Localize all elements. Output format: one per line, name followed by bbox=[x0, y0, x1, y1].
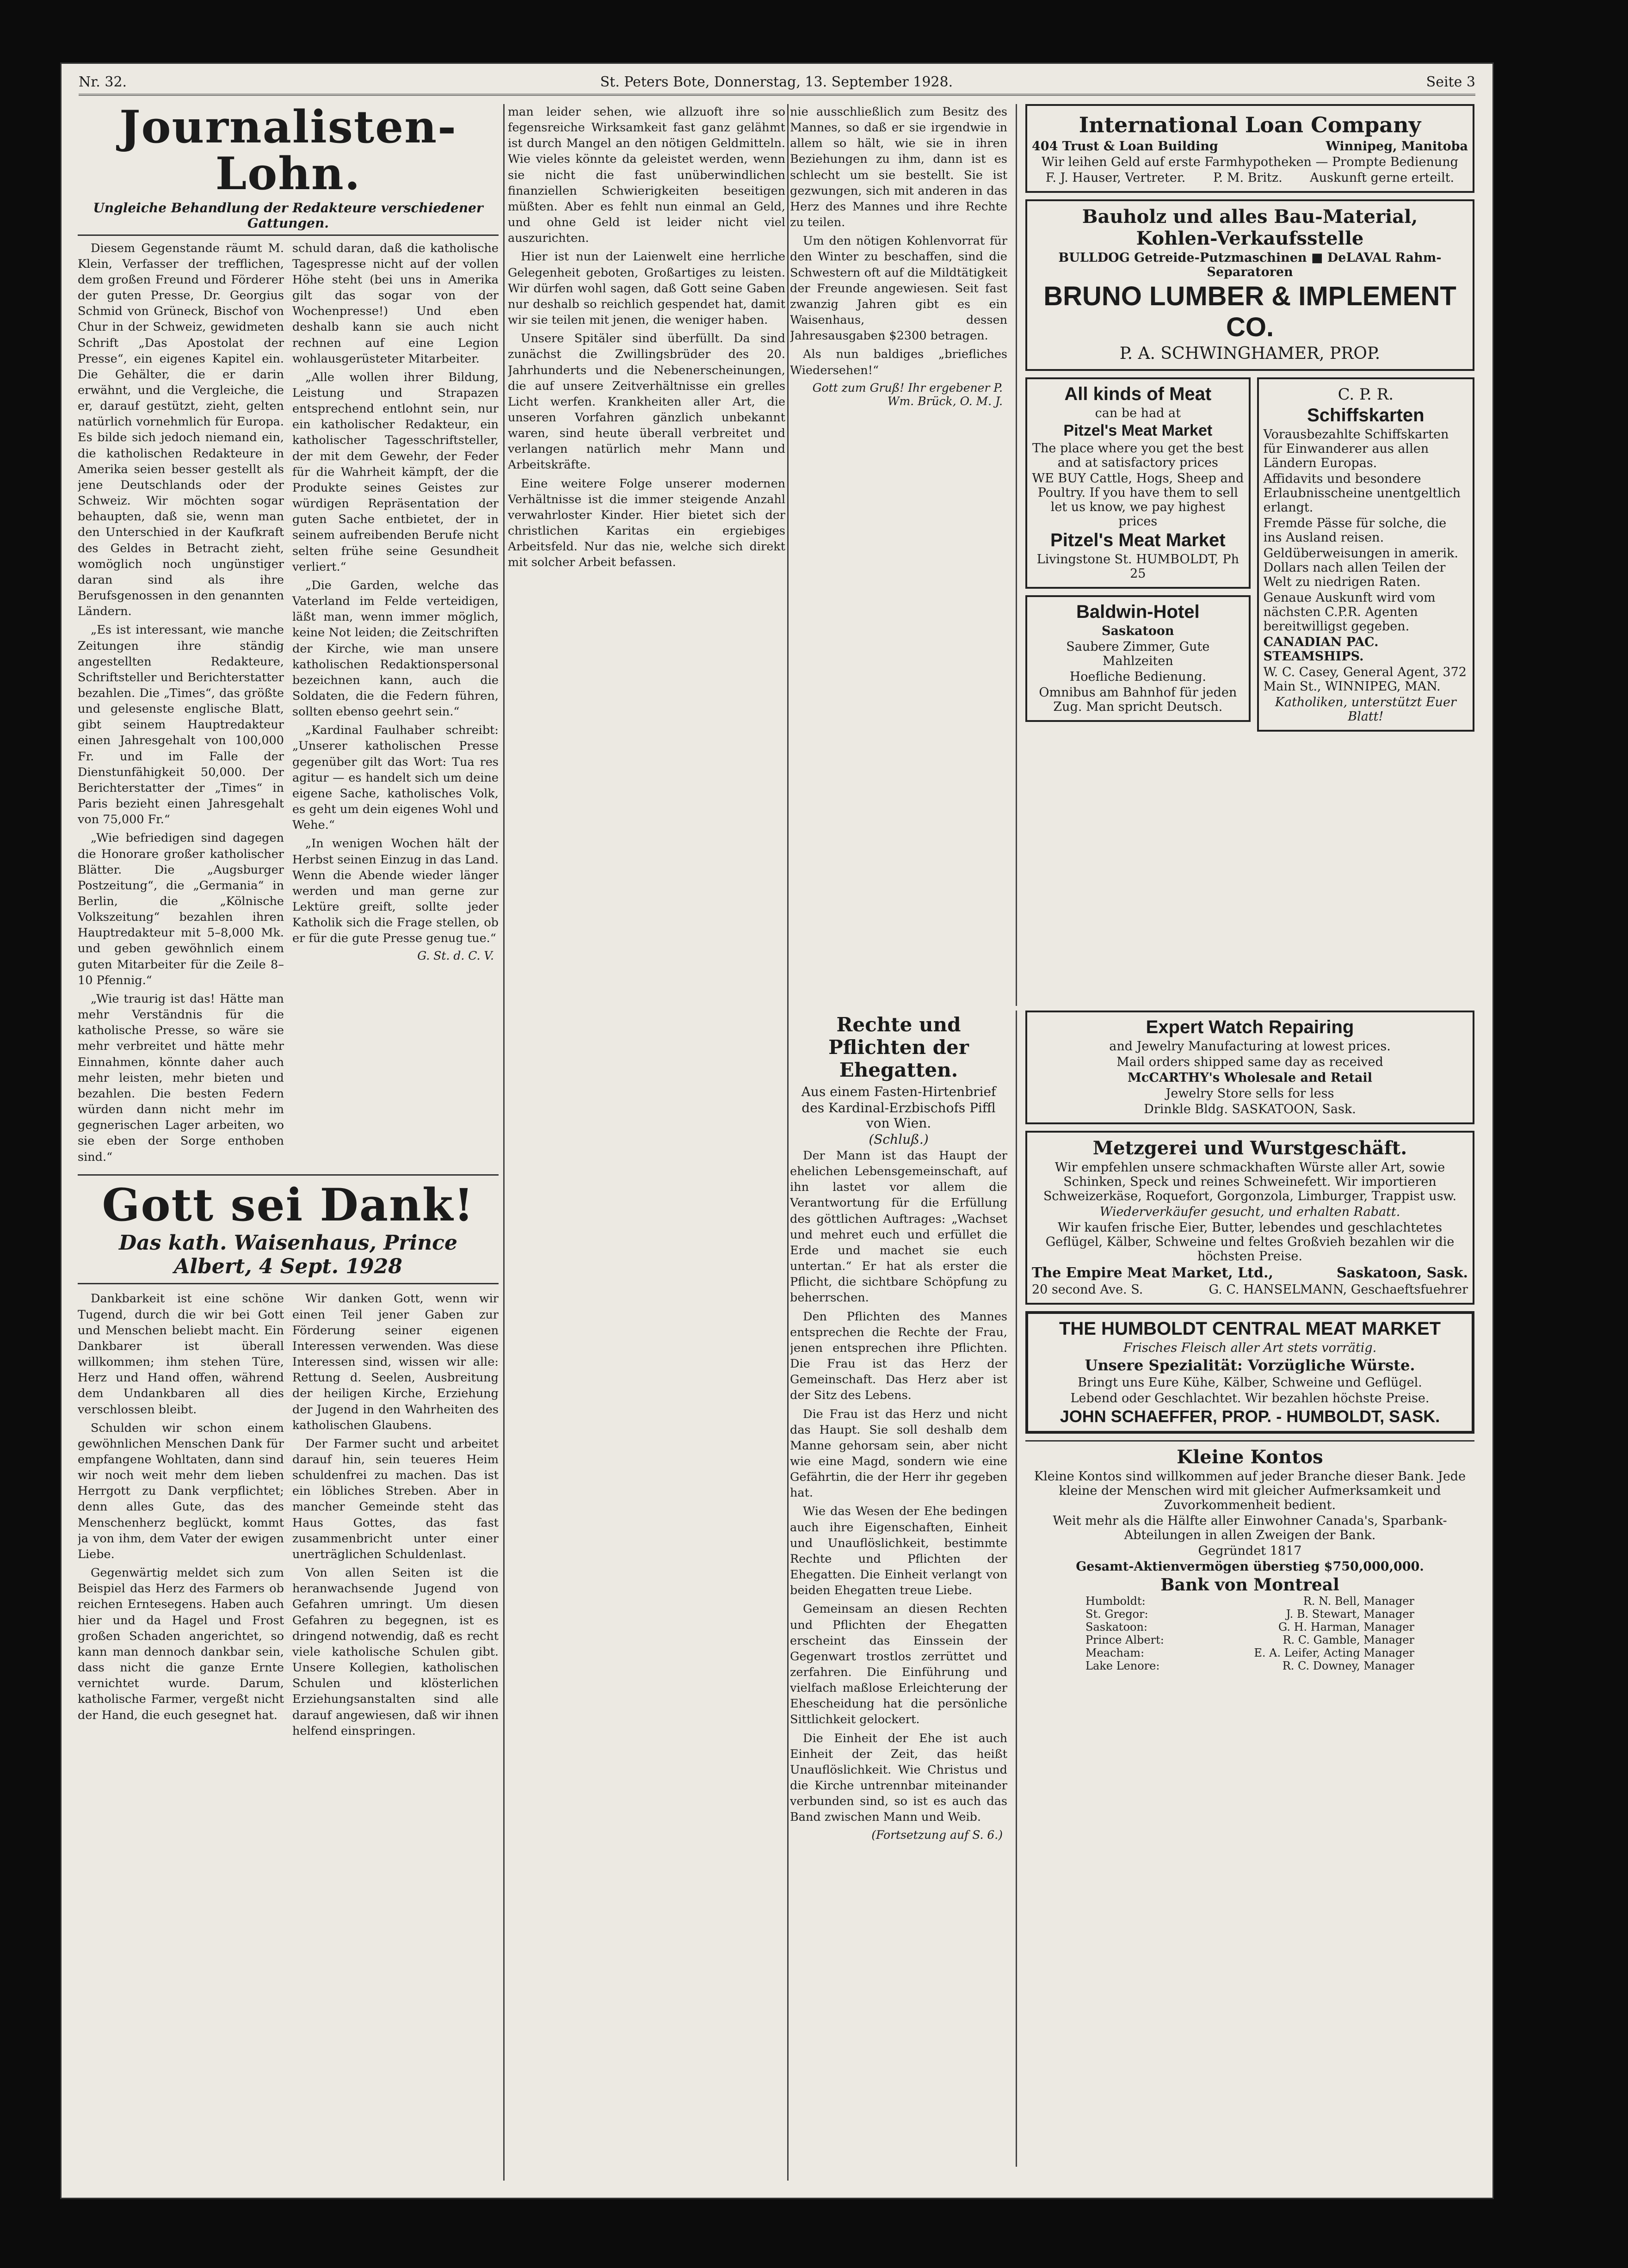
article-subtitle-journalisten: Ungleiche Behandlung der Redakteure verschiedener Gattungen. bbox=[78, 200, 499, 236]
ad-line: CANADIAN PAC. STEAMSHIPS. bbox=[1263, 635, 1379, 664]
article-title-gott: Gott sei Dank! bbox=[102, 1178, 475, 1231]
paragraph: „Wie befriedigen sind dagegen die Honorare großer katholischer Blätter. Die „Augsburger Postzeitung“, die „Germania“ in Berlin, die „Kölnische Volkszeitung“ bezahlen ihren Hauptredakteur mit 5–8,000 Mk. und geben gewöhnlich einem guten Mitarbeiter für die Zeile 8–10 Pfennig.“ bbox=[78, 831, 284, 987]
page-header bbox=[79, 73, 1475, 96]
paragraph: Gemeinsam an diesen Rechten und Pflichten der Ehegatten erscheint das Einssein der Gegenwart trostlos zerrüttet und zerfahren. Die Einführung und vielfach maßlose Erleichterung der Ehescheidung hat die persönliche Sittlichkeit gelockert. bbox=[790, 1602, 1007, 1727]
paragraph: Von allen Seiten ist die heranwachsende Jugend von Gefahren umringt. Um diesen Gefahren zu begegnen, ist es dringend notwendig, daß es recht viele katholische Schulen gibt. Unsere Kollegien, katholischen Schulen und klösterlichen Erziehungsanstalten sind alle darauf angewiesen, daß wir ihnen helfend einspringen. bbox=[292, 1566, 499, 1738]
ad-line: McCARTHY's Wholesale and Retail bbox=[1128, 1071, 1372, 1085]
paragraph: Als nun baldiges „briefliches Wiedersehen!“ bbox=[790, 347, 1007, 377]
ad-line: Affidavits und besondere Erlaubnisscheine unentgeltlich erlangt. bbox=[1263, 472, 1461, 515]
article-cont: (Schluß.) bbox=[869, 1132, 929, 1147]
bank-branch bbox=[1030, 1646, 1470, 1659]
ad-baldwin-hotel bbox=[1025, 595, 1251, 722]
branch-town: Humboldt: bbox=[1085, 1595, 1146, 1608]
ad-line: Bringt uns Eure Kühe, Kälber, Schweine und Geflügel. bbox=[1078, 1375, 1422, 1390]
paragraph: Wie das Wesen der Ehe bedingen auch ihre Eigenschaften, Einheit und Unauflöslichkeit, bestimmte Rechte und Pflichten der Ehegatten. Die Einheit verlangt von beiden Ehegatten treue Liebe. bbox=[790, 1504, 1007, 1598]
ad-capital: Gesamt-Aktienvermögen überstieg $750,000,000. bbox=[1076, 1559, 1424, 1574]
ad-bank-montreal bbox=[1025, 1440, 1474, 1677]
ad-city: Saskatoon, Sask. bbox=[1336, 1265, 1468, 1281]
branch-manager: G. H. Harman, Manager bbox=[1278, 1621, 1414, 1633]
branch-town: Lake Lenore: bbox=[1085, 1659, 1160, 1672]
bank-branch bbox=[1030, 1633, 1470, 1646]
ad-info: Auskunft gerne erteilt. bbox=[1310, 171, 1455, 185]
ad-international-loan bbox=[1025, 104, 1474, 193]
ad-line: Drinkle Bldg. SASKATOON, Sask. bbox=[1144, 1102, 1356, 1116]
ad-line: Wir kaufen frische Eier, Butter, lebendes und geschlachtetes Geflügel, Kälber, Schweine und feltes Großvieh bezahlen wir die höchsten Preise. bbox=[1045, 1220, 1455, 1263]
bank-branch bbox=[1030, 1659, 1470, 1672]
ad-empire-meat bbox=[1025, 1131, 1474, 1305]
branch-town: Saskatoon: bbox=[1085, 1621, 1148, 1633]
branch-manager: E. A. Leifer, Acting Manager bbox=[1254, 1646, 1414, 1659]
paragraph: Die Frau ist das Herz und nicht das Haupt. Sie soll deshalb dem Manne gehorsam sein, aber nicht wie eine Magd, sondern wie eine Gefährtin, die der Herr ihr gegeben hat. bbox=[790, 1407, 1007, 1500]
ad-name: The Empire Meat Market, Ltd., bbox=[1032, 1265, 1273, 1281]
paragraph: „In wenigen Wochen hält der Herbst seinen Einzug in das Land. Wenn die Abende wieder länger werden und man gerne zur Lektüre greift, sollte jeder Katholik sich die Frage stellen, ob er für die gute Presse genug tue.“ bbox=[292, 837, 499, 946]
ad-line: Lebend oder Geschlachtet. Wir bezahlen höchste Preise. bbox=[1070, 1391, 1430, 1405]
ad-pitzel-meat bbox=[1025, 377, 1251, 589]
ad-foot: Katholiken, unterstützt Euer Blatt! bbox=[1275, 695, 1456, 724]
paragraph: „Es ist interessant, wie manche Zeitungen ihre ständig angestellten Redakteure, Schriftsteller und Berichterstatter bezahlen. Die „Times“, das größte und gelesenste englische Blatt, gibt seinem Hauptredakteur einen Jahresgehalt von 100,000 Fr. und im Falle der Dienstunfähigkeit 50,000. Der Berichterstatter der „Times“ in Paris bezieht einen Jahresgehalt von 75,000 Fr.“ bbox=[78, 623, 284, 827]
ad-line: Genaue Auskunft wird vom nächsten C.P.R. Agenten bereitwilligst gegeben. bbox=[1263, 591, 1436, 634]
ad-prop: P. A. SCHWINGHAMER, PROP. bbox=[1119, 344, 1381, 363]
ad-address: 404 Trust & Loan Building bbox=[1032, 139, 1218, 154]
issue-number: Nr. 32. bbox=[79, 74, 127, 90]
ad-bruno-lumber bbox=[1025, 199, 1474, 371]
ad-line: Kleine Kontos sind willkommen auf jeder Branche dieser Bank. Jede kleine der Menschen wird mit gleicher Aufmerksamkeit und Zuvorkommenheit bedient. bbox=[1034, 1469, 1466, 1512]
right-columns bbox=[790, 104, 1474, 2181]
middle-column bbox=[508, 104, 785, 2181]
paragraph: Die Einheit der Ehe ist auch Einheit der Zeit, das heißt Unauflöslichkeit. Wie Christus und die Kirche untrennbar miteinander verbunden sind, so ist es auch das Band zwischen Mann und Weib. bbox=[790, 1731, 1007, 1824]
article-subtitle-gott: Das kath. Waisenhaus, Prince Albert, 4 Sept. 1928 bbox=[78, 1231, 499, 1284]
ad-line: Weit mehr als die Hälfte aller Einwohner Canada's, Sparbank-Abteilungen in allen Zweigen der Bank. bbox=[1053, 1514, 1447, 1542]
ad-line: Unsere Spezialität: Vorzügliche Würste. bbox=[1085, 1356, 1415, 1374]
ad-agent-row bbox=[1032, 171, 1468, 185]
ad-name: Expert Watch Repairing bbox=[1146, 1017, 1354, 1037]
ad-name: Baldwin-Hotel bbox=[1076, 602, 1200, 622]
paragraph: Hier ist nun der Laienwelt eine herrliche Gelegenheit geboten, Großartiges zu leisten. Wir dürfen wohl sagen, daß Gott seine Gaben nur deshalb so reichlich gespendet hat, damit wir sie teilen mit jenen, die weniger haben. bbox=[508, 250, 785, 327]
paragraph: schuld daran, daß die katholische Tagespresse nicht auf der vollen Höhe steht (bei uns in Amerika gilt das sogar von der Wochenpresse!) Und eben deshalb kann sie auch nicht rechnen auf eine Legion wohlausgerüsteter Mitarbeiter. bbox=[292, 241, 499, 366]
ad-expert-watch bbox=[1025, 1011, 1474, 1124]
bank-branch bbox=[1030, 1621, 1470, 1633]
ad-line: Saubere Zimmer, Gute Mahlzeiten bbox=[1066, 640, 1210, 668]
continued-note: (Fortsetzung auf S. 6.) bbox=[871, 1828, 1003, 1842]
ad-name-row bbox=[1032, 1265, 1468, 1281]
signature: G. St. d. C. V. bbox=[417, 949, 494, 963]
ad-line: Wir empfehlen unsere schmackhaften Würste aller Art, sowie Schinken, Speck und reines Schweinefett. Wir importieren Schweizerkäse, Roquefort, Gorgonzola, Limburger, Trappist usw. bbox=[1043, 1160, 1457, 1203]
ad-line: can be had at bbox=[1095, 406, 1181, 420]
paragraph: „Die Garden, welche das Vaterland im Felde verteidigen, läßt man, wenn immer möglich, keine Not leiden; die Zeitschriften der Kirche, wie man unsere katholischen Redaktionspersonal bezeichnen kann, auch die Soldaten, die die Federn führen, sollten ebenso geehrt sein.“ bbox=[292, 578, 499, 719]
paragraph: Der Mann ist das Haupt der ehelichen Lebensgemeinschaft, auf ihn lastet vor allem die Verantwortung für die Erfüllung des göttlichen Auftrages: „Wachset und mehret euch und erfüllet die Erde und machet sie euch untertan.“ Er hat als erster die Pflicht, die sichtbare Schöpfung zu beherrschen. bbox=[790, 1149, 1007, 1305]
ad-founded: Gegründet 1817 bbox=[1198, 1544, 1302, 1558]
left-column bbox=[78, 104, 499, 2181]
ad-title: Metzgerei und Wurstgeschäft. bbox=[1092, 1137, 1407, 1159]
ad-line: Mail orders shipped same day as received bbox=[1116, 1055, 1383, 1069]
paragraph: Gegenwärtig meldet sich zum Beispiel das Herz des Farmers ob reichen Erntesegens. Haben auch hier und da Hagel und Frost großen Schaden angerichtet, so kann man dennoch dankbar sein, dass nicht die ganze Ernte vernichtet wurde. Darum, katholische Farmer, vergeßt nicht der Hand, die euch gesegnet hat. bbox=[78, 1566, 284, 1722]
column-rule bbox=[503, 104, 505, 2181]
ad-line: Jewelry Store sells for less bbox=[1166, 1086, 1334, 1101]
ad-line: Wiederverkäufer gesucht, und erhalten Rabatt. bbox=[1099, 1205, 1400, 1219]
paragraph: Eine weitere Folge unserer modernen Verhältnisse ist die immer steigende Anzahl verwahrloster Kinder. Hier bietet sich der christlichen Karitas ein ergiebiges Arbeitsfeld. Nur das nie, welche sich direkt mit solcher Arbeit befassen. bbox=[508, 476, 785, 570]
ad-name: Bank von Montreal bbox=[1160, 1575, 1339, 1595]
ad-line: Vorausbezahlte Schiffskarten für Einwanderer aus allen Ländern Europas. bbox=[1263, 427, 1449, 470]
paragraph: Unsere Spitäler sind überfüllt. Da sind zunächst die Zwillingsbrüder des 20. Jahrhunderts und die Nebenerscheinungen, die auf unsere Zeitverhältnisse ein grelles Licht werfen. Krankheiten aller Art, die unseren Vorfahren gänzlich unbekannt waren, sind heute überall verbreitet und verlangen natürlich mehr Mann und Arbeitskräfte. bbox=[508, 332, 785, 472]
ad-address-row bbox=[1032, 1282, 1468, 1297]
article-body-journalisten bbox=[78, 240, 499, 1168]
ad-line: Kohlen-Verkaufsstelle bbox=[1136, 228, 1364, 249]
ad-head: C. P. R. bbox=[1338, 385, 1394, 404]
branch-manager: R. C. Downey, Manager bbox=[1282, 1659, 1414, 1672]
ad-title: Schiffskarten bbox=[1307, 405, 1424, 425]
ad-line: WE BUY Cattle, Hogs, Sheep and Poultry. If you have them to sell let us know, we pay highest prices bbox=[1032, 471, 1244, 529]
branch-town: Prince Albert: bbox=[1085, 1633, 1164, 1646]
ad-line: and Jewelry Manufacturing at lowest prices. bbox=[1109, 1039, 1391, 1054]
article-title-ehegatten: Rechte und Pflichten der Ehegatten. bbox=[828, 1013, 969, 1081]
article-sub: des Kardinal-Erzbischofs Piffl von Wien. bbox=[802, 1100, 996, 1131]
ad-title: International Loan Company bbox=[1079, 112, 1421, 137]
paragraph: man leider sehen, wie allzuoft ihre so fegensreiche Wirksamkeit fast ganz gelähmt ist durch Mangel an den nötigen Geldmitteln. Wie vieles könnte da geleistet werden, wenn sie nicht die fast unüberwindlichen finanziellen Schwierigkeiten beseitigen müßten. Aber es fehlt nun einmal an Geld, und ohne Geld ist leider nicht viel auszurichten. bbox=[508, 105, 785, 246]
column-rule bbox=[787, 104, 789, 2181]
ad-title: Kleine Kontos bbox=[1177, 1446, 1323, 1468]
ad-line: Frisches Fleisch aller Art stets vorrätig. bbox=[1123, 1341, 1377, 1355]
paragraph: Dankbarkeit ist eine schöne Tugend, durch die wir bei Gott und Menschen beliebt macht. Ein Dankbarer ist überall willkommen; ihm stehen Türe, Herz und Hand offen, während dem Undankbaren all dies verschlossen bleibt. bbox=[78, 1292, 284, 1417]
ad-manager: G. C. HANSELMANN, Geschaeftsfuehrer bbox=[1209, 1282, 1468, 1297]
ad-humboldt-meat bbox=[1025, 1311, 1474, 1434]
signature: Gott zum Gruß! Ihr ergebener P. Wm. Brück, O. M. J. bbox=[812, 381, 1003, 408]
ad-line: W. C. Casey, General Agent, 372 Main St., WINNIPEG, MAN. bbox=[1263, 665, 1467, 694]
ad-city: Saskatoon bbox=[1102, 624, 1174, 638]
paragraph: Der Farmer sucht und arbeitet darauf hin, sein teueres Heim schuldenfrei zu machen. Das ist ein löbliches Streben. Aber in mancher Gemeinde steht das Haus Gottes, das fast zusammenbricht unter einer unerträglichen Schuldenlast. bbox=[292, 1436, 499, 1561]
ad-name: Pitzel's Meat Market bbox=[1050, 530, 1226, 550]
page-number: Seite 3 bbox=[1426, 74, 1475, 90]
ad-name: THE HUMBOLDT CENTRAL MEAT MARKET bbox=[1059, 1319, 1441, 1339]
ad-city: Winnipeg, Manitoba bbox=[1326, 139, 1468, 154]
ad-line: Hoefliche Bedienung. bbox=[1069, 670, 1206, 684]
ad-cpr bbox=[1257, 377, 1474, 732]
ad-line: Fremde Pässe für solche, die ins Ausland reisen. bbox=[1263, 516, 1447, 545]
paragraph: Diesem Gegenstande räumt M. Klein, Verfasser der trefflichen, dem großen Freund und Förderer der guten Presse, Dr. Georgius Schmid von Grüneck, Bischof von Chur in der Schweiz, gewidmeten Schrift „Das Apostolat der Presse“, ein eigenes Kapitel ein. Die Gehälter, die er darin erwähnt, und die Vergleiche, die er, darauf gestützt, zieht, gelten natürlich vornehmlich für Europa. Es bilde sich jedoch niemand ein, die katholischen Redakteure in Amerika seien besser gestellt als jene Deutschlands oder der Schweiz. Wir möchten sogar behaupten, daß sie, wenn man den Unterschied in der Kaufkraft des Geldes in Betracht zieht, womöglich noch ungünstiger daran sind als ihre Berufsgenossen in den genannten Ländern. bbox=[78, 241, 284, 619]
paragraph: nie ausschließlich zum Besitz des Mannes, so daß er sie irgendwie in allem so hält, wie sie in ihren Beziehungen zu ihm, dann ist es schlecht um sie bestellt. Sie ist gezwungen, sich mit anderen in das Herz des Mannes und ihre Rechte zu teilen. bbox=[790, 105, 1007, 230]
ad-note: Wir leihen Geld auf erste Farmhypotheken — Prompte Bedienung bbox=[1042, 155, 1458, 169]
paragraph: „Kardinal Faulhaber schreibt: „Unserer katholischen Presse gegenüber gilt das Wort: Tua res agitur — es handelt sich um deine eigene Sache, katholisches Volk, es geht um dein eigenes Wohl und Wehe.“ bbox=[292, 723, 499, 832]
ad-line: Omnibus am Bahnhof für jeden Zug. Man spricht Deutsch. bbox=[1039, 685, 1237, 714]
ad-address: Livingstone St. HUMBOLDT, Ph 25 bbox=[1036, 552, 1239, 581]
ad-line: Geldüberweisungen in amerik. Dollars nach allen Teilen der Welt zu niedrigen Raten. bbox=[1263, 546, 1459, 589]
branch-town: St. Gregor: bbox=[1085, 1608, 1148, 1621]
paragraph: „Wie traurig ist das! Hätte man mehr Verständnis für die katholische Presse, so wäre sie mehr verbreitet und hätte mehr Einnahmen, könnte daher auch mehr leisten, mehr bieten und bezahlen. Die besten Federn würden dann nicht mehr im gegnerischen Lager arbeiten, wo sie eben der Sorge enthoben sind.“ bbox=[78, 992, 284, 1164]
divider bbox=[78, 1174, 499, 1176]
ad-line: BULLDOG Getreide-Putzmaschinen ■ DeLAVAL Rahm-Separatoren bbox=[1058, 251, 1442, 279]
branch-town: Meacham: bbox=[1085, 1646, 1145, 1659]
ad-name: BRUNO LUMBER & IMPLEMENT CO. bbox=[1043, 281, 1456, 342]
ad-line: All kinds of Meat bbox=[1064, 384, 1212, 404]
branch-manager: R. N. Bell, Manager bbox=[1303, 1595, 1414, 1608]
article-body-gott bbox=[78, 1291, 499, 1741]
paragraph: Den Pflichten des Mannes entsprechen die Rechte der Frau, jenen entsprechen ihre Pflichten. Die Frau ist das Herz der Gemeinschaft. Das Herz aber ist der Sitz des Lebens. bbox=[790, 1309, 1007, 1403]
ad-agent: F. J. Hauser, Vertreter. bbox=[1045, 171, 1186, 185]
ad-line: Bauholz und alles Bau-Material, bbox=[1082, 206, 1418, 228]
article-sub: Aus einem Fasten-Hirtenbrief bbox=[801, 1084, 996, 1099]
masthead: St. Peters Bote, Donnerstag, 13. September 1928. bbox=[600, 74, 953, 90]
paragraph: Wir danken Gott, wenn wir einen Teil jener Gaben zur Förderung seiner eigenen Interessen verwenden. Was diese Interessen sind, wissen wir alle: Rettung d. Seelen, Ausbreitung der heiligen Kirche, Erziehung der Jugend in den Wahrheiten des katholischen Glaubens. bbox=[292, 1292, 499, 1432]
ad-address: 20 second Ave. S. bbox=[1032, 1282, 1143, 1297]
paragraph: Schulden wir schon einem gewöhnlichen Menschen Dank für empfangene Wohltaten, dann sind wir noch weit mehr dem lieben Herrgott zu Dank verpflichtet; denn alles Gute, das des Menschenherz beglückt, kommt ja von ihm, dem Vater der ewigen Liebe. bbox=[78, 1421, 284, 1561]
paragraph: „Alle wollen ihrer Bildung, Leistung und Strapazen entsprechend entlohnt sein, nur ein katholischer Redakteur, ein katholischer Tagesschriftsteller, der mit dem Gewehr, der Feder für die Wahrheit kämpft, der die Produkte seines Geistes zur würdigen Repräsentation der guten Sache entbietet, der in seinem aufreibenden Berufe nicht selten frühe seine Gesundheit verliert.“ bbox=[292, 370, 499, 574]
bank-branch bbox=[1030, 1595, 1470, 1608]
branch-manager: J. B. Stewart, Manager bbox=[1286, 1608, 1414, 1621]
ads-row bbox=[1025, 377, 1474, 738]
column-rule bbox=[1016, 104, 1017, 1006]
paragraph: Um den nötigen Kohlenvorrat für den Winter zu beschaffen, sind die Schwestern oft auf die Mildtätigkeit der Freunde angewiesen. Seit fast zwanzig Jahren gibt es ein Waisenhaus, dessen Jahresausgaben $2300 betragen. bbox=[790, 234, 1007, 343]
branch-manager: R. C. Gamble, Manager bbox=[1283, 1633, 1414, 1646]
bank-branch bbox=[1030, 1608, 1470, 1621]
article-title-journalisten: Journalisten-Lohn. bbox=[119, 104, 457, 200]
ad-line: The place where you get the best and at satisfactory prices bbox=[1032, 441, 1244, 470]
ad-address-row bbox=[1032, 139, 1468, 154]
ad-line: Pitzel's Meat Market bbox=[1063, 422, 1213, 439]
ad-prop: JOHN SCHAEFFER, PROP. - HUMBOLDT, SASK. bbox=[1060, 1407, 1440, 1426]
newspaper-page bbox=[60, 62, 1494, 2199]
column-rule bbox=[1016, 1011, 1017, 2167]
ad-place: P. M. Britz. bbox=[1213, 171, 1283, 185]
